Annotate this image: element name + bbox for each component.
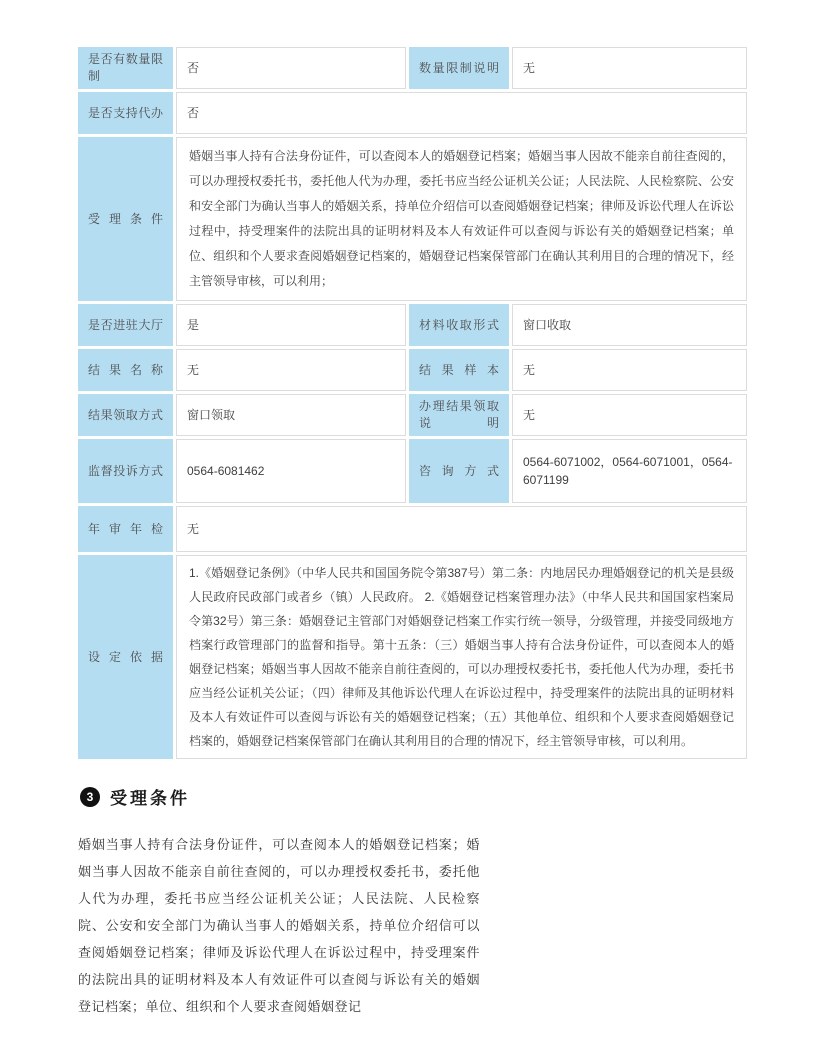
field-label-agent-support: 是否支持代办 [78, 92, 173, 134]
service-info-table [75, 44, 750, 762]
acceptance-conditions-paragraph: 婚姻当事人持有合法身份证件，可以查阅本人的婚姻登记档案；婚姻当事人因故不能亲自前往查阅的，可以办理授权委托书，委托他人代为办理，委托书应当经公证机关公证；人民法院、人民检察院、公安和安全部门为确认当事人的婚姻关系，持单位介绍信可以查阅婚姻登记档案；律师及诉讼代理人在诉讼过程中，持受理案件的法院出具的证明材料及本人有效证件可以查阅与诉讼有关的婚姻登记档案；单位、组织和个人要求查阅婚姻登记 [78, 837, 480, 1014]
field-value-material-collection: 窗口收取 [512, 304, 747, 346]
field-value-acceptance-conditions: 婚姻当事人持有合法身份证件，可以查阅本人的婚姻登记档案；婚姻当事人因故不能亲自前往查阅的，可以办理授权委托书，委托他人代为办理，委托书应当经公证机关公证；人民法院、人民检察院、公安和安全部门为确认当事人的婚姻关系，持单位介绍信可以查阅婚姻登记档案；律师及诉讼代理人在诉讼过程中，持受理案件的法院出具的证明材料及本人有效证件可以查阅与诉讼有关的婚姻登记档案；单位、组织和个人要求查阅婚姻登记档案的，婚姻登记档案保管部门在确认其利用目的合理的情况下，经主管领导审核，可以利用； [176, 137, 747, 301]
field-value-in-hall: 是 [176, 304, 406, 346]
table-row [78, 555, 747, 759]
field-value-complaint-phone: 0564-6081462 [176, 439, 406, 503]
table-row [78, 137, 747, 301]
field-label-complaint-phone: 监督投诉方式 [78, 439, 173, 503]
field-value-legal-basis: 1.《婚姻登记条例》（中华人民共和国国务院令第387号）第二条：内地居民办理婚姻登记的机关是县级人民政府民政部门或者乡（镇）人民政府。 2.《婚姻登记档案管理办法》（中华人民共和国国家档案局令第32号）第三条：婚姻登记主管部门对婚姻登记档案工作实行统一领导，分级管理，并接受同级地方档案行政管理部门的监督和指导。第十五条：（三）婚姻当事人持有合法身份证件，可以查阅本人的婚姻登记档案；婚姻当事人因故不能亲自前往查阅的，可以办理授权委托书，委托他人代为办理，委托书应当经公证机关公证；（四）律师及其他诉讼代理人在诉讼过程中，持受理案件的法院出具的证明材料及本人有效证件可以查阅与诉讼有关的婚姻登记档案；（五）其他单位、组织和个人要求查阅婚姻登记档案的，婚姻登记档案保管部门在确认其利用目的合理的情况下，经主管领导审核，可以利用。 [176, 555, 747, 759]
field-value-result-name: 无 [176, 349, 406, 391]
field-label-quantity-limit-note: 数量限制说明 [409, 47, 509, 89]
field-label-result-pickup: 结果领取方式 [78, 394, 173, 436]
field-label-legal-basis: 设定依据 [78, 555, 173, 759]
field-value-result-pickup: 窗口领取 [176, 394, 406, 436]
section-number-badge: 3 [80, 787, 100, 807]
table-row [78, 92, 747, 134]
section-title: 受理条件 [110, 789, 190, 808]
table-row [78, 506, 747, 552]
field-label-quantity-limit: 是否有数量限制 [78, 47, 173, 89]
table-row [78, 47, 747, 89]
field-value-quantity-limit: 否 [176, 47, 406, 89]
field-value-consult-phone: 0564-6071002，0564-6071001，0564-6071199 [512, 439, 747, 503]
field-label-annual-review: 年审年检 [78, 506, 173, 552]
table-row [78, 349, 747, 391]
field-label-in-hall: 是否进驻大厅 [78, 304, 173, 346]
field-value-result-sample: 无 [512, 349, 747, 391]
field-value-quantity-limit-note: 无 [512, 47, 747, 89]
field-label-result-sample: 结果样本 [409, 349, 509, 391]
field-label-consult-phone: 咨询方式 [409, 439, 509, 503]
field-label-material-collection: 材料收取形式 [409, 304, 509, 346]
field-value-annual-review: 无 [176, 506, 747, 552]
field-value-agent-support: 否 [176, 92, 747, 134]
table-row [78, 439, 747, 503]
field-label-result-name: 结果名称 [78, 349, 173, 391]
table-row [78, 304, 747, 346]
table-row [78, 394, 747, 436]
field-value-result-pickup-note: 无 [512, 394, 747, 436]
field-label-result-pickup-note: 办理结果领取说明 [409, 394, 509, 436]
field-label-acceptance-conditions: 受理条件 [78, 137, 173, 301]
section-heading [80, 784, 738, 809]
